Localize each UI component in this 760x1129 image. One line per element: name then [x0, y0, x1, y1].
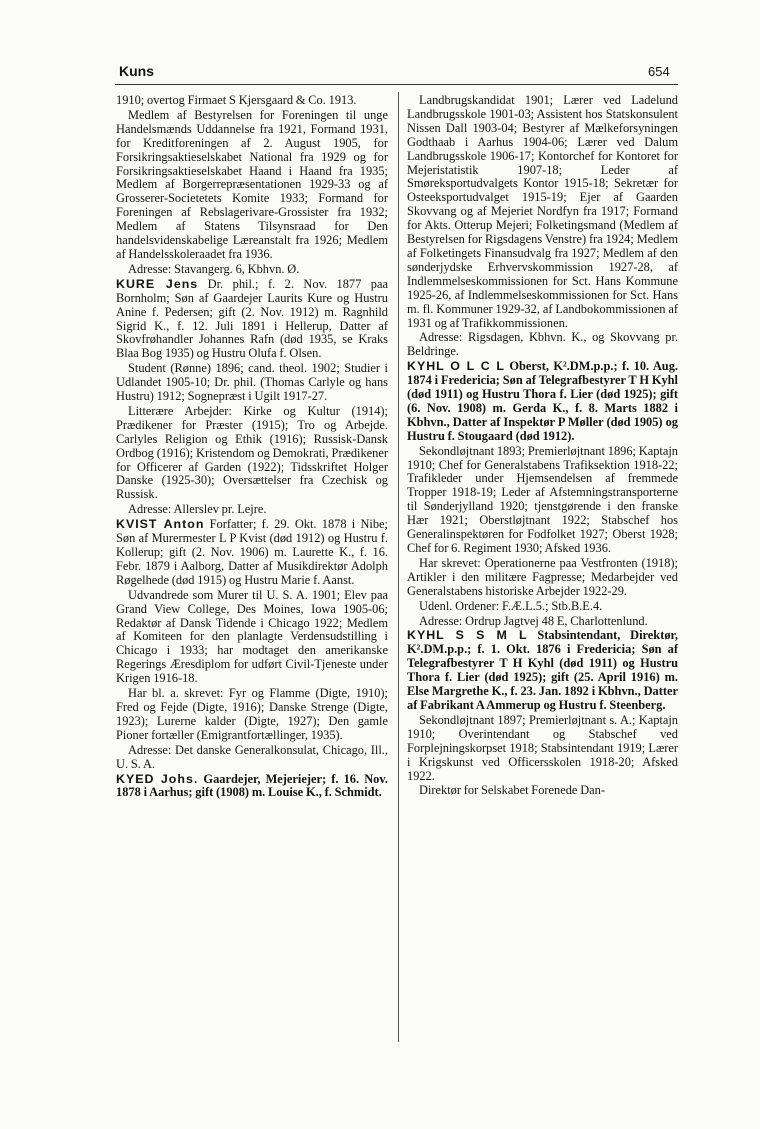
entry-continuation: Landbrugskandidat 1901; Lærer ved Ladelund Landbrugsskole 1901-03; Assistent hos Statskonsulent Nissen Dall 1903-04; Bestyrer af Mælkeforsyningen Godthaab i Aarhus 1904-06; Lærer ved Dalum Landbrugsskole 1906-17; Kontorchef for Kontoret for Mejeristatistik 1907-18; Leder af Smøreksportudvalgets Kontor 1915-18; Sekretær for Osteeksportudvalget 1915-19; Ejer af Gaarden Skovvang og af Mejeriet Nordfyn fra 1917; Formand for Akts. Otterup Mejeri; Folketingsmand (Medlem af Bestyrelsen for Rigsdagens Venstre) fra 1924; Medlem af Folketingets Finansudvalg fra 1927; Medlem af den sønderjydske Erhvervskommission 1927-28, af Indlemmelseskommissionen for Sct. Hans Kommune 1925-26, af Indlemmelseskommissionen for Sct. Hans m. fl. Kommuner 1929-32, af Landbokommissionen af 1931 og af Trafikkommissionen. — [407, 93, 678, 330]
entry-paragraph: Direktør for Selskabet Forenede Dan- — [419, 783, 605, 798]
page-number: 654 — [648, 64, 670, 79]
entry-name: KYHL S S M L — [407, 628, 528, 643]
entry-address: Adresse: Det danske Generalkonsulat, Chicago, Ill., U. S. A. — [116, 742, 388, 771]
entry-text: Stabsintendant, Direktør, K².DM.p.p.; f. 1. Okt. 1876 i Fredericia; Søn af Telegrafbestyrer T H Kyhl (død 1911) og Hustru Thora f. Lier (død 1925); gift (25. April 1916) m. Else Margrethe K., f. 23. Jan. 1892 i Kbhvn., Datter af Fabrikant A Ammerup og Hustru f. Steenberg. — [407, 628, 678, 712]
left-column — [116, 94, 388, 800]
entry-name: KYED Johs. — [116, 771, 199, 786]
entry-continuation: 1910; overtog Firmaet S Kjersgaard & Co. 1913. — [116, 93, 357, 107]
entry-paragraph: Sekondløjtnant 1897; Premierløjtnant s. A.; Kaptajn 1910; Overintendant og Stabschef ved Forplejningskorpset 1918; Stabsintendant 1919; Lærer i Krigskunst ved Officersskolen 1918-20; Afsked 1922. — [407, 712, 678, 783]
entry-paragraph: Student (Rønne) 1896; cand. theol. 1902; Studier i Udlandet 1905-10; Dr. phil. (Thomas Carlyle og hans Hustru) 1912; Sognepræst i Ugilt 1917-27. — [116, 361, 388, 404]
entry-paragraph: Udvandrede som Murer til U. S. A. 1901; Elev paa Grand View College, Des Moines, Iowa 1905-06; Redaktør af Dansk Tidende i Chicago 1922; Medlem af Komiteen for den planlagte Verdensudstilling i Chicago i 1933; har modtaget den amerikanske Regerings Æresdiplom for udført Civil-Tjeneste under Krigen 1916-18. — [116, 587, 388, 686]
entry-kyed — [116, 773, 388, 801]
entry-kyhl-olcl — [407, 360, 678, 443]
entry-name: KVIST Anton — [116, 517, 205, 532]
entry-kure — [116, 278, 388, 361]
entry-kyhl-ssml — [407, 629, 678, 712]
entry-paragraph: Udenl. Ordener: F.Æ.L.5.; Stb.B.E.4. — [419, 598, 603, 613]
entry-text: Oberst, K².DM.p.p.; f. 10. Aug. 1874 i Fredericia; Søn af Telegrafbestyrer T H Kyhl (død 1911) og Hustru Thora f. Lier (død 1925); gift (6. Nov. 1908) m. Gerda K., f. 8. Marts 1882 i Kbhvn., Datter af Inspektør P Møller (død 1905) og Hustru f. Stougaard (død 1912). — [407, 359, 678, 443]
entry-address: Adresse: Allerslev pr. Lejre. — [128, 502, 267, 517]
entry-kvist — [116, 518, 388, 588]
entry-text: Gaardejer, Mejeriejer; f. 16. Nov. 1878 i Aarhus; gift (1908) m. Louise K., f. Schmidt. — [116, 771, 388, 800]
entry-address: Adresse: Ordrup Jagtvej 48 E, Charlottenlund. — [419, 613, 648, 628]
entry-text: Forfatter; f. 29. Okt. 1878 i Nibe; Søn af Murermester L P Kvist (død 1912) og Hustru f. Kollerup; gift (2. Nov. 1906) m. Laurette K., f. 16. Febr. 1879 i Aalborg, Datter af Musikdirektør Adolph Røgelhede (død 1915) og Hustru Marie f. Aanst. — [116, 517, 388, 587]
entry-address: Adresse: Stavangerg. 6, Kbhvn. Ø. — [128, 261, 300, 276]
header-rule — [115, 84, 678, 85]
entry-name: KURE Jens — [116, 276, 199, 291]
right-column — [407, 94, 678, 798]
entry-paragraph: Har bl. a. skrevet: Fyr og Flamme (Digte, 1910); Fred og Fejde (Digte, 1916); Danske Strenge (Digte, 1923); Lurerne kalder (Digte, 1927); Den gamle Pioner fortæller (Emigrantfortællinger, 1935). — [116, 686, 388, 742]
entry-paragraph: Medlem af Bestyrelsen for Foreningen til unge Handelsmænds Uddannelse fra 1921, Formand 1931, for Kreditforeningen af 2. August 1905, for Forsikringsaktieselskabet National fra 1929 og for Forsikringsaktieselskabet Haand i Haand fra 1935; Medlem af Borgerrepræsentationen 1929-33 og af Grosserer-Societetets Komite 1933; Formand for Foreningen af Rebslagerivare-Grossister fra 1932; Medlem af Statens Tilsynsraad for Den handelsvidenskabelige Læreanstalt fra 1926; Medlem af Handelsskoleraadet fra 1936. — [116, 107, 388, 261]
running-head: Kuns — [119, 63, 154, 79]
entry-name: KYHL O L C L — [407, 359, 505, 374]
entry-address: Adresse: Rigsdagen, Kbhvn. K., og Skovvang pr. Beldringe. — [407, 330, 678, 359]
entry-paragraph: Sekondløjtnant 1893; Premierløjtnant 1896; Kaptajn 1910; Chef for Generalstabens Trafiksektion 1918-22; Trafikleder under Hjemsendelsen af fremmede Tropper 1918-19; Leder af Afstemningstransporterne til Sønderjylland 1920; tjenstgørende i den franske Hær 1921; Oberstløjtnant 1922; Stabschef hos Generalinspektøren for Fodfolket 1927; Oberst 1928; Chef for 6. Regiment 1930; Afsked 1936. — [407, 443, 678, 555]
entry-paragraph: Har skrevet: Operationerne paa Vestfronten (1918); Artikler i den militære Fagpresse; Medarbejder ved Generalstabens historiske Arbejder 1922-29. — [407, 555, 678, 598]
entry-text: Dr. phil.; f. 2. Nov. 1877 paa Bornholm; Søn af Gaardejer Laurits Kure og Hustru Anine f. Pedersen; gift (2. Nov. 1912) m. Ragnhild Sigrid K., f. 12. Juli 1891 i Hellerup, Datter af Skovfrøhandler Johannes Rafn (død 1935, se Kraks Blaa Bog 1935) og Hustru Olufa f. Olsen. — [116, 276, 388, 361]
entry-paragraph: Litterære Arbejder: Kirke og Kultur (1914); Prædikener for Præster (1915); Tro og Arbejde. Carlyles Religion og Ethik (1916); Russisk-Dansk Ordbog (1916); Kristendom og Demokrati, Prædikener for Officerer af Garden (1922); Tidsskriftet Holger Danske (1925-30); Oversættelser fra Czechisk og Russisk. — [116, 403, 388, 502]
column-divider — [398, 92, 399, 1042]
